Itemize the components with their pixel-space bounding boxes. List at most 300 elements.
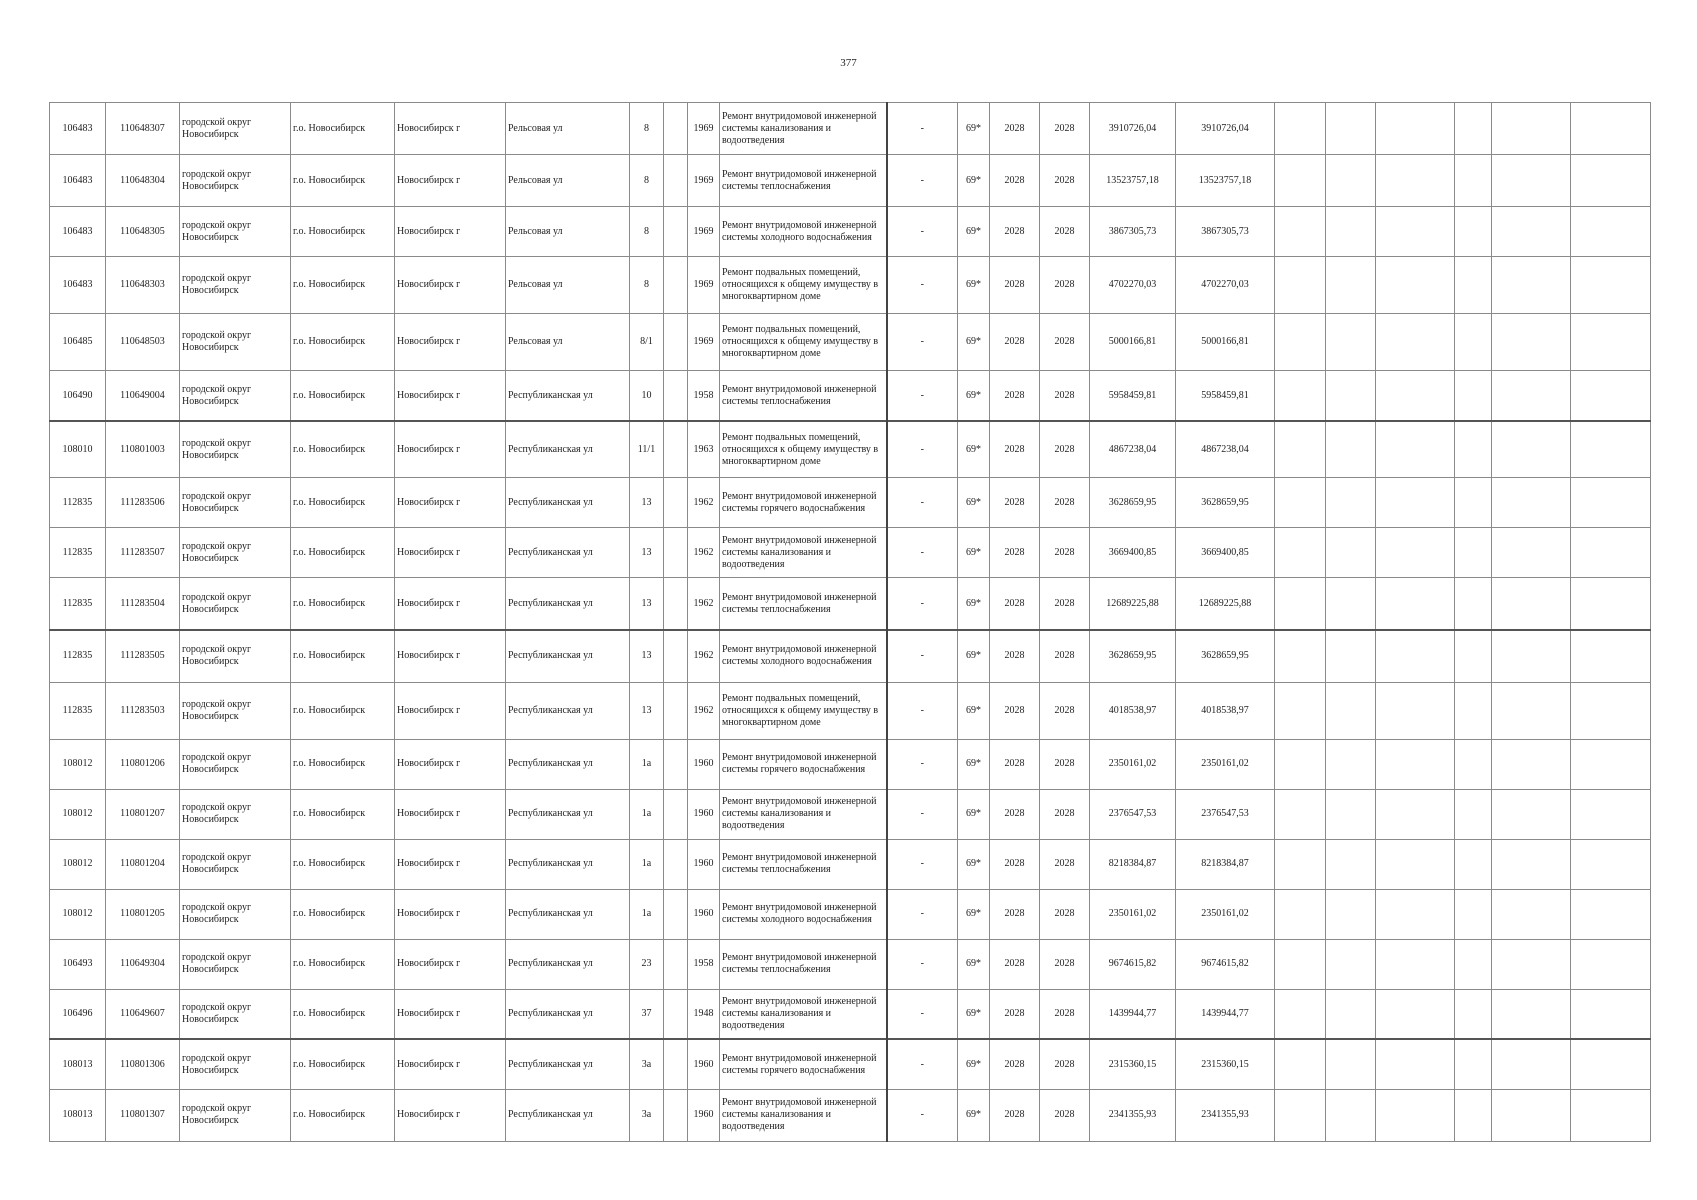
row-code-cell: 110801207 <box>106 789 180 839</box>
table-row <box>50 155 1651 207</box>
empty-cell <box>1275 314 1326 371</box>
empty-cell <box>1455 478 1492 528</box>
cost-fund-cell: 2350161,02 <box>1176 889 1275 939</box>
year-plan-cell: 2028 <box>990 371 1040 421</box>
street-cell: Республиканская ул <box>506 739 630 789</box>
empty-cell <box>1326 939 1376 989</box>
dash-cell: - <box>887 103 958 155</box>
row-id-cell: 112835 <box>50 630 106 682</box>
build-year-cell: 1948 <box>688 989 720 1039</box>
empty-cell <box>1492 889 1571 939</box>
row-id-cell: 106483 <box>50 103 106 155</box>
city-cell: Новосибирск г <box>395 739 506 789</box>
row-code-cell: 110801204 <box>106 839 180 889</box>
street-cell: Республиканская ул <box>506 789 630 839</box>
empty-cell <box>1275 478 1326 528</box>
house-number-cell: 1а <box>630 739 664 789</box>
district-cell: городской округ Новосибирск <box>180 314 291 371</box>
empty-cell <box>1455 839 1492 889</box>
norm-cell: 69* <box>958 939 990 989</box>
empty-cell <box>664 789 688 839</box>
city-cell: Новосибирск г <box>395 630 506 682</box>
norm-cell: 69* <box>958 314 990 371</box>
dash-cell: - <box>887 314 958 371</box>
empty-cell <box>1492 989 1571 1039</box>
city-cell: Новосибирск г <box>395 257 506 314</box>
city-cell: Новосибирск г <box>395 528 506 578</box>
year-plan-cell: 2028 <box>990 207 1040 257</box>
table-row <box>50 207 1651 257</box>
empty-cell <box>1376 1089 1455 1141</box>
district-cell: городской округ Новосибирск <box>180 839 291 889</box>
cost-total-cell: 3628659,95 <box>1090 478 1176 528</box>
cost-total-cell: 2350161,02 <box>1090 889 1176 939</box>
year-plan-cell: 2028 <box>990 889 1040 939</box>
cost-fund-cell: 3910726,04 <box>1176 103 1275 155</box>
build-year-cell: 1962 <box>688 630 720 682</box>
city-cell: Новосибирск г <box>395 421 506 478</box>
row-code-cell: 110649607 <box>106 989 180 1039</box>
empty-cell <box>1376 1039 1455 1089</box>
norm-cell: 69* <box>958 789 990 839</box>
empty-cell <box>1275 989 1326 1039</box>
cost-fund-cell: 4867238,04 <box>1176 421 1275 478</box>
empty-cell <box>664 528 688 578</box>
row-id-cell: 106485 <box>50 314 106 371</box>
year-fact-cell: 2028 <box>1040 989 1090 1039</box>
empty-cell <box>664 314 688 371</box>
cost-total-cell: 2341355,93 <box>1090 1089 1176 1141</box>
house-number-cell: 11/1 <box>630 421 664 478</box>
district-cell: городской округ Новосибирск <box>180 1039 291 1089</box>
year-plan-cell: 2028 <box>990 739 1040 789</box>
year-plan-cell: 2028 <box>990 421 1040 478</box>
year-plan-cell: 2028 <box>990 1089 1040 1141</box>
empty-cell <box>1376 155 1455 207</box>
year-fact-cell: 2028 <box>1040 682 1090 739</box>
empty-cell <box>1571 314 1651 371</box>
empty-cell <box>1376 789 1455 839</box>
empty-cell <box>664 371 688 421</box>
row-code-cell: 111283505 <box>106 630 180 682</box>
empty-cell <box>1571 207 1651 257</box>
table-row <box>50 889 1651 939</box>
row-id-cell: 112835 <box>50 682 106 739</box>
empty-cell <box>664 1089 688 1141</box>
work-type-cell: Ремонт внутридомовой инженерной системы горячего водоснабжения <box>720 478 887 528</box>
table-row <box>50 314 1651 371</box>
year-fact-cell: 2028 <box>1040 478 1090 528</box>
norm-cell: 69* <box>958 103 990 155</box>
norm-cell: 69* <box>958 989 990 1039</box>
cost-fund-cell: 12689225,88 <box>1176 578 1275 630</box>
street-cell: Республиканская ул <box>506 578 630 630</box>
year-plan-cell: 2028 <box>990 939 1040 989</box>
cost-fund-cell: 2341355,93 <box>1176 1089 1275 1141</box>
house-number-cell: 1а <box>630 789 664 839</box>
build-year-cell: 1960 <box>688 839 720 889</box>
empty-cell <box>1376 939 1455 989</box>
year-plan-cell: 2028 <box>990 989 1040 1039</box>
work-type-cell: Ремонт внутридомовой инженерной системы канализования и водоотведения <box>720 103 887 155</box>
cost-total-cell: 4018538,97 <box>1090 682 1176 739</box>
empty-cell <box>1455 789 1492 839</box>
district-cell: городской округ Новосибирск <box>180 630 291 682</box>
dash-cell: - <box>887 155 958 207</box>
build-year-cell: 1960 <box>688 1089 720 1141</box>
norm-cell: 69* <box>958 889 990 939</box>
empty-cell <box>1492 739 1571 789</box>
empty-cell <box>1275 207 1326 257</box>
city-cell: Новосибирск г <box>395 155 506 207</box>
empty-cell <box>1326 1089 1376 1141</box>
municipality-cell: г.о. Новосибирск <box>291 989 395 1039</box>
cost-total-cell: 13523757,18 <box>1090 155 1176 207</box>
row-id-cell: 108010 <box>50 421 106 478</box>
dash-cell: - <box>887 939 958 989</box>
empty-cell <box>1275 889 1326 939</box>
cost-total-cell: 3628659,95 <box>1090 630 1176 682</box>
norm-cell: 69* <box>958 207 990 257</box>
work-type-cell: Ремонт внутридомовой инженерной системы теплоснабжения <box>720 839 887 889</box>
empty-cell <box>1455 155 1492 207</box>
district-cell: городской округ Новосибирск <box>180 421 291 478</box>
street-cell: Республиканская ул <box>506 630 630 682</box>
year-fact-cell: 2028 <box>1040 839 1090 889</box>
year-fact-cell: 2028 <box>1040 630 1090 682</box>
dash-cell: - <box>887 421 958 478</box>
house-number-cell: 37 <box>630 989 664 1039</box>
city-cell: Новосибирск г <box>395 103 506 155</box>
empty-cell <box>1326 257 1376 314</box>
municipality-cell: г.о. Новосибирск <box>291 789 395 839</box>
district-cell: городской округ Новосибирск <box>180 155 291 207</box>
empty-cell <box>664 207 688 257</box>
empty-cell <box>664 839 688 889</box>
empty-cell <box>1492 421 1571 478</box>
street-cell: Республиканская ул <box>506 1039 630 1089</box>
row-id-cell: 106493 <box>50 939 106 989</box>
house-number-cell: 13 <box>630 528 664 578</box>
dash-cell: - <box>887 207 958 257</box>
empty-cell <box>1455 889 1492 939</box>
empty-cell <box>1275 839 1326 889</box>
municipality-cell: г.о. Новосибирск <box>291 257 395 314</box>
cost-fund-cell: 9674615,82 <box>1176 939 1275 989</box>
empty-cell <box>1275 1039 1326 1089</box>
empty-cell <box>1275 1089 1326 1141</box>
empty-cell <box>1492 314 1571 371</box>
house-number-cell: 8 <box>630 155 664 207</box>
empty-cell <box>1326 528 1376 578</box>
build-year-cell: 1960 <box>688 1039 720 1089</box>
cost-fund-cell: 13523757,18 <box>1176 155 1275 207</box>
empty-cell <box>1275 103 1326 155</box>
work-type-cell: Ремонт внутридомовой инженерной системы холодного водоснабжения <box>720 889 887 939</box>
empty-cell <box>1455 939 1492 989</box>
house-number-cell: 8 <box>630 103 664 155</box>
work-type-cell: Ремонт внутридомовой инженерной системы горячего водоснабжения <box>720 739 887 789</box>
year-plan-cell: 2028 <box>990 682 1040 739</box>
empty-cell <box>1571 739 1651 789</box>
empty-cell <box>664 939 688 989</box>
table-row <box>50 939 1651 989</box>
row-id-cell: 108013 <box>50 1089 106 1141</box>
work-type-cell: Ремонт внутридомовой инженерной системы теплоснабжения <box>720 371 887 421</box>
empty-cell <box>1492 1039 1571 1089</box>
cost-fund-cell: 3628659,95 <box>1176 630 1275 682</box>
empty-cell <box>1455 989 1492 1039</box>
empty-cell <box>1492 155 1571 207</box>
empty-cell <box>1571 682 1651 739</box>
work-type-cell: Ремонт подвальных помещений, относящихся к общему имуществу в многоквартирном доме <box>720 257 887 314</box>
year-fact-cell: 2028 <box>1040 155 1090 207</box>
row-code-cell: 110649304 <box>106 939 180 989</box>
build-year-cell: 1963 <box>688 421 720 478</box>
year-fact-cell: 2028 <box>1040 103 1090 155</box>
empty-cell <box>1492 371 1571 421</box>
row-code-cell: 111283507 <box>106 528 180 578</box>
city-cell: Новосибирск г <box>395 578 506 630</box>
year-fact-cell: 2028 <box>1040 257 1090 314</box>
cost-total-cell: 2350161,02 <box>1090 739 1176 789</box>
table-row <box>50 1039 1651 1089</box>
row-code-cell: 110649004 <box>106 371 180 421</box>
city-cell: Новосибирск г <box>395 889 506 939</box>
empty-cell <box>1326 578 1376 630</box>
municipality-cell: г.о. Новосибирск <box>291 939 395 989</box>
year-plan-cell: 2028 <box>990 103 1040 155</box>
empty-cell <box>1455 1089 1492 1141</box>
year-fact-cell: 2028 <box>1040 889 1090 939</box>
street-cell: Республиканская ул <box>506 421 630 478</box>
dash-cell: - <box>887 1039 958 1089</box>
row-id-cell: 108012 <box>50 789 106 839</box>
year-fact-cell: 2028 <box>1040 528 1090 578</box>
row-code-cell: 111283506 <box>106 478 180 528</box>
cost-fund-cell: 8218384,87 <box>1176 839 1275 889</box>
cost-total-cell: 3669400,85 <box>1090 528 1176 578</box>
street-cell: Республиканская ул <box>506 989 630 1039</box>
empty-cell <box>1492 578 1571 630</box>
dash-cell: - <box>887 739 958 789</box>
norm-cell: 69* <box>958 739 990 789</box>
empty-cell <box>1571 371 1651 421</box>
house-number-cell: 13 <box>630 630 664 682</box>
row-code-cell: 110801206 <box>106 739 180 789</box>
build-year-cell: 1969 <box>688 314 720 371</box>
row-code-cell: 110801306 <box>106 1039 180 1089</box>
empty-cell <box>664 478 688 528</box>
street-cell: Рельсовая ул <box>506 207 630 257</box>
dash-cell: - <box>887 989 958 1039</box>
district-cell: городской округ Новосибирск <box>180 371 291 421</box>
empty-cell <box>1326 1039 1376 1089</box>
dash-cell: - <box>887 528 958 578</box>
city-cell: Новосибирск г <box>395 314 506 371</box>
empty-cell <box>1455 257 1492 314</box>
city-cell: Новосибирск г <box>395 939 506 989</box>
district-cell: городской округ Новосибирск <box>180 1089 291 1141</box>
empty-cell <box>1326 739 1376 789</box>
table-row <box>50 257 1651 314</box>
build-year-cell: 1958 <box>688 939 720 989</box>
empty-cell <box>1492 682 1571 739</box>
empty-cell <box>1492 1089 1571 1141</box>
house-number-cell: 13 <box>630 682 664 739</box>
dash-cell: - <box>887 789 958 839</box>
empty-cell <box>1326 889 1376 939</box>
empty-cell <box>664 1039 688 1089</box>
empty-cell <box>1492 478 1571 528</box>
street-cell: Республиканская ул <box>506 1089 630 1141</box>
district-cell: городской округ Новосибирск <box>180 939 291 989</box>
row-code-cell: 110801003 <box>106 421 180 478</box>
norm-cell: 69* <box>958 257 990 314</box>
norm-cell: 69* <box>958 528 990 578</box>
empty-cell <box>1376 421 1455 478</box>
district-cell: городской округ Новосибирск <box>180 989 291 1039</box>
street-cell: Республиканская ул <box>506 528 630 578</box>
street-cell: Рельсовая ул <box>506 257 630 314</box>
empty-cell <box>1376 478 1455 528</box>
house-number-cell: 3а <box>630 1039 664 1089</box>
empty-cell <box>1275 939 1326 989</box>
municipality-cell: г.о. Новосибирск <box>291 371 395 421</box>
dash-cell: - <box>887 839 958 889</box>
city-cell: Новосибирск г <box>395 1039 506 1089</box>
work-type-cell: Ремонт внутридомовой инженерной системы теплоснабжения <box>720 155 887 207</box>
row-code-cell: 110648503 <box>106 314 180 371</box>
cost-total-cell: 12689225,88 <box>1090 578 1176 630</box>
municipality-cell: г.о. Новосибирск <box>291 1089 395 1141</box>
norm-cell: 69* <box>958 1089 990 1141</box>
street-cell: Республиканская ул <box>506 939 630 989</box>
row-id-cell: 108012 <box>50 839 106 889</box>
empty-cell <box>1275 421 1326 478</box>
district-cell: городской округ Новосибирск <box>180 528 291 578</box>
build-year-cell: 1960 <box>688 739 720 789</box>
empty-cell <box>1326 155 1376 207</box>
house-number-cell: 1а <box>630 889 664 939</box>
build-year-cell: 1960 <box>688 889 720 939</box>
cost-total-cell: 8218384,87 <box>1090 839 1176 889</box>
empty-cell <box>1326 630 1376 682</box>
cost-total-cell: 4867238,04 <box>1090 421 1176 478</box>
register-table <box>49 102 1651 1142</box>
work-type-cell: Ремонт подвальных помещений, относящихся к общему имуществу в многоквартирном доме <box>720 314 887 371</box>
build-year-cell: 1969 <box>688 257 720 314</box>
table-row <box>50 739 1651 789</box>
municipality-cell: г.о. Новосибирск <box>291 1039 395 1089</box>
empty-cell <box>664 421 688 478</box>
empty-cell <box>1571 939 1651 989</box>
norm-cell: 69* <box>958 682 990 739</box>
row-id-cell: 112835 <box>50 528 106 578</box>
empty-cell <box>1492 257 1571 314</box>
year-fact-cell: 2028 <box>1040 578 1090 630</box>
year-plan-cell: 2028 <box>990 314 1040 371</box>
empty-cell <box>1492 630 1571 682</box>
house-number-cell: 8 <box>630 207 664 257</box>
empty-cell <box>1571 528 1651 578</box>
municipality-cell: г.о. Новосибирск <box>291 207 395 257</box>
dash-cell: - <box>887 578 958 630</box>
cost-fund-cell: 2315360,15 <box>1176 1039 1275 1089</box>
street-cell: Рельсовая ул <box>506 155 630 207</box>
empty-cell <box>1455 103 1492 155</box>
street-cell: Республиканская ул <box>506 889 630 939</box>
municipality-cell: г.о. Новосибирск <box>291 630 395 682</box>
empty-cell <box>664 103 688 155</box>
empty-cell <box>1376 207 1455 257</box>
norm-cell: 69* <box>958 421 990 478</box>
cost-total-cell: 4702270,03 <box>1090 257 1176 314</box>
empty-cell <box>1492 207 1571 257</box>
empty-cell <box>1455 371 1492 421</box>
city-cell: Новосибирск г <box>395 989 506 1039</box>
row-id-cell: 106483 <box>50 257 106 314</box>
empty-cell <box>1326 682 1376 739</box>
empty-cell <box>1326 989 1376 1039</box>
empty-cell <box>1376 257 1455 314</box>
norm-cell: 69* <box>958 155 990 207</box>
dash-cell: - <box>887 1089 958 1141</box>
empty-cell <box>1571 421 1651 478</box>
city-cell: Новосибирск г <box>395 371 506 421</box>
empty-cell <box>1376 371 1455 421</box>
cost-fund-cell: 1439944,77 <box>1176 989 1275 1039</box>
house-number-cell: 3а <box>630 1089 664 1141</box>
cost-total-cell: 2315360,15 <box>1090 1039 1176 1089</box>
empty-cell <box>1275 682 1326 739</box>
year-plan-cell: 2028 <box>990 789 1040 839</box>
house-number-cell: 8/1 <box>630 314 664 371</box>
cost-fund-cell: 4018538,97 <box>1176 682 1275 739</box>
cost-fund-cell: 5958459,81 <box>1176 371 1275 421</box>
district-cell: городской округ Новосибирск <box>180 207 291 257</box>
empty-cell <box>1571 478 1651 528</box>
norm-cell: 69* <box>958 371 990 421</box>
empty-cell <box>1455 739 1492 789</box>
row-id-cell: 108013 <box>50 1039 106 1089</box>
street-cell: Республиканская ул <box>506 839 630 889</box>
municipality-cell: г.о. Новосибирск <box>291 528 395 578</box>
city-cell: Новосибирск г <box>395 839 506 889</box>
page-number: 377 <box>840 57 857 69</box>
empty-cell <box>1492 103 1571 155</box>
empty-cell <box>1571 257 1651 314</box>
cost-total-cell: 5958459,81 <box>1090 371 1176 421</box>
empty-cell <box>1275 155 1326 207</box>
empty-cell <box>1492 528 1571 578</box>
city-cell: Новосибирск г <box>395 789 506 839</box>
street-cell: Республиканская ул <box>506 478 630 528</box>
empty-cell <box>664 682 688 739</box>
empty-cell <box>1571 630 1651 682</box>
empty-cell <box>1275 578 1326 630</box>
work-type-cell: Ремонт внутридомовой инженерной системы холодного водоснабжения <box>720 207 887 257</box>
empty-cell <box>1571 1039 1651 1089</box>
municipality-cell: г.о. Новосибирск <box>291 314 395 371</box>
empty-cell <box>1376 103 1455 155</box>
empty-cell <box>1326 839 1376 889</box>
house-number-cell: 13 <box>630 478 664 528</box>
cost-total-cell: 3910726,04 <box>1090 103 1176 155</box>
empty-cell <box>1326 207 1376 257</box>
year-plan-cell: 2028 <box>990 630 1040 682</box>
year-plan-cell: 2028 <box>990 528 1040 578</box>
